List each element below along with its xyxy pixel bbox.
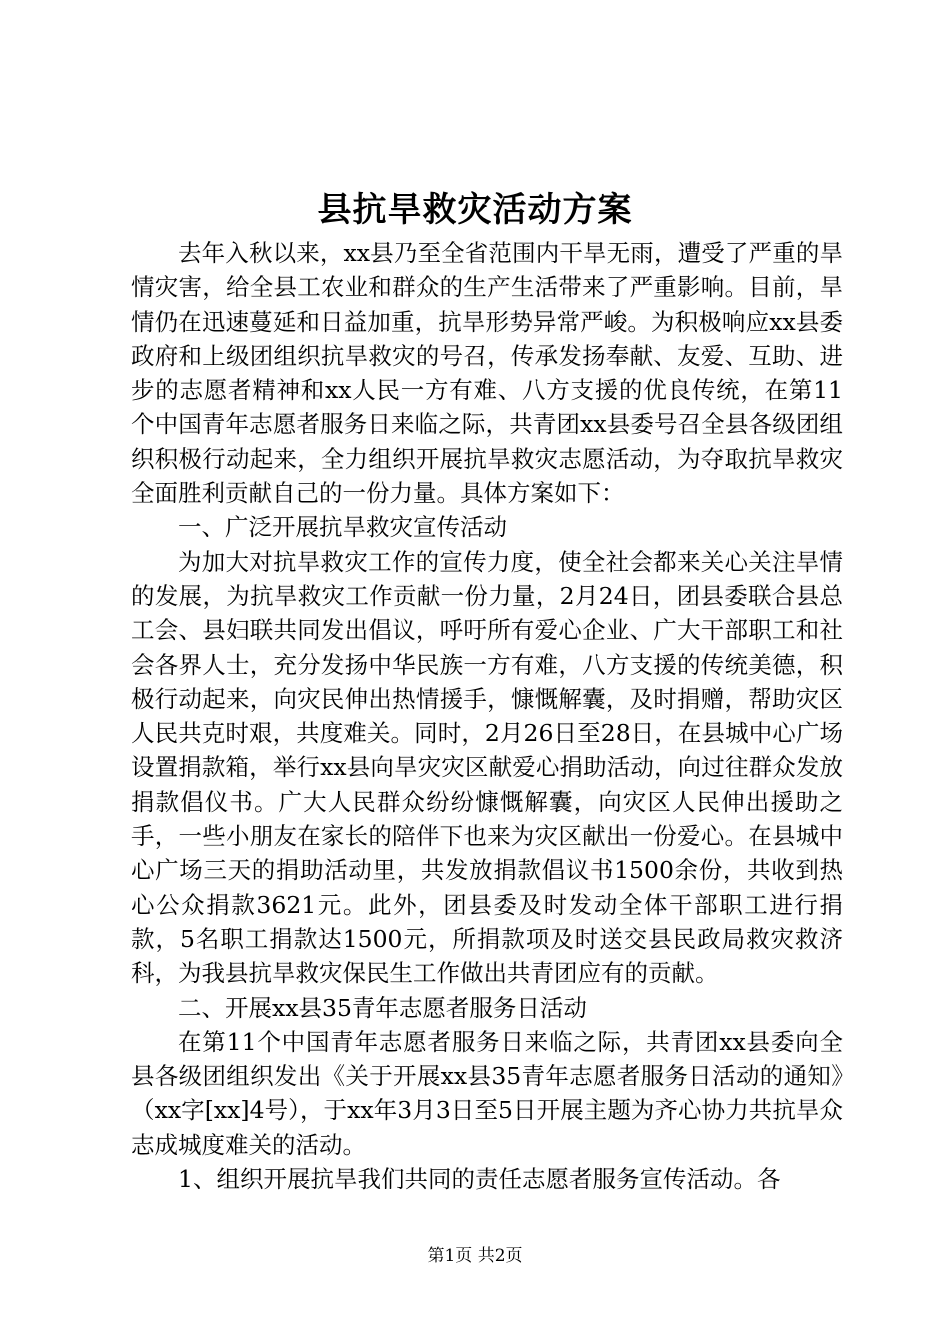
paragraph-item-1: 1、组织开展抗旱我们共同的责任志愿者服务宣传活动。各 (178, 1165, 781, 1194)
section-heading-2: 二、开展xx县35青年志愿者服务日活动 (178, 993, 587, 1022)
paragraph-section-1: 为加大对抗旱救灾工作的宣传力度，使全社会都来关心关注旱情的发展，为抗旱救灾工作贡献一份力量，2月24日，团县委联合县总工会、县妇联共同发出倡议，呼吁所有爱心企业、广大干部职工和社会各界人士，充分发扬中华民族一方有难，八方支援的传统美德，积极行动起来，向灾民伸出热情援手，慷慨解囊，及时捐赠，帮助灾区人民共克时艰，共度难关。同时，2月26日至28日，在县城中心广场设置捐款箱，举行xx县向旱灾灾区献爱心捐助活动，向过往群众发放捐款倡仪书。广大人民群众纷纷慷慨解囊，向灾区人民伸出援助之手，一些小朋友在家长的陪伴下也来为灾区献出一份爱心。在县城中心广场三天的捐助活动里，共发放捐款倡议书1500余份，共收到热心公众捐款3621元。此外，团县委及时发动全体干部职工进行捐款，5名职工捐款达1500元，所捐款项及时送交县民政局救灾救济科，为我县抗旱救灾保民生工作做出共青团应有的贡献。 (131, 547, 843, 988)
section-heading-1: 一、广泛开展抗旱救灾宣传活动 (178, 513, 507, 542)
page-number-footer: 第1页 共2页 (427, 1246, 523, 1266)
paragraph-intro: 去年入秋以来，xx县乃至全省范围内干旱无雨，遭受了严重的旱情灾害，给全县工农业和群众的生产生活带来了严重影响。目前，旱情仍在迅速蔓延和日益加重，抗旱形势异常严峻。为积极响应xx县委政府和上级团组织抗旱救灾的号召，传承发扬奉献、友爱、互助、进步的志愿者精神和xx人民一方有难、八方支援的优良传统，在第11个中国青年志愿者服务日来临之际，共青团xx县委号召全县各级团组织积极行动起来，全力组织开展抗旱救灾志愿活动，为夺取抗旱救灾全面胜利贡献自己的一份力量。具体方案如下： (131, 239, 843, 508)
document-title: 县抗旱救灾活动方案 (317, 190, 633, 230)
document-body (131, 236, 843, 1196)
paragraph-section-2: 在第11个中国青年志愿者服务日来临之际，共青团xx县委向全县各级团组织发出《关于开展xx县35青年志愿者服务日活动的通知》（xx字[xx]4号），于xx年3月3日至5日开展主题为齐心协力共抗旱众志成城度难关的活动。 (131, 1027, 843, 1159)
